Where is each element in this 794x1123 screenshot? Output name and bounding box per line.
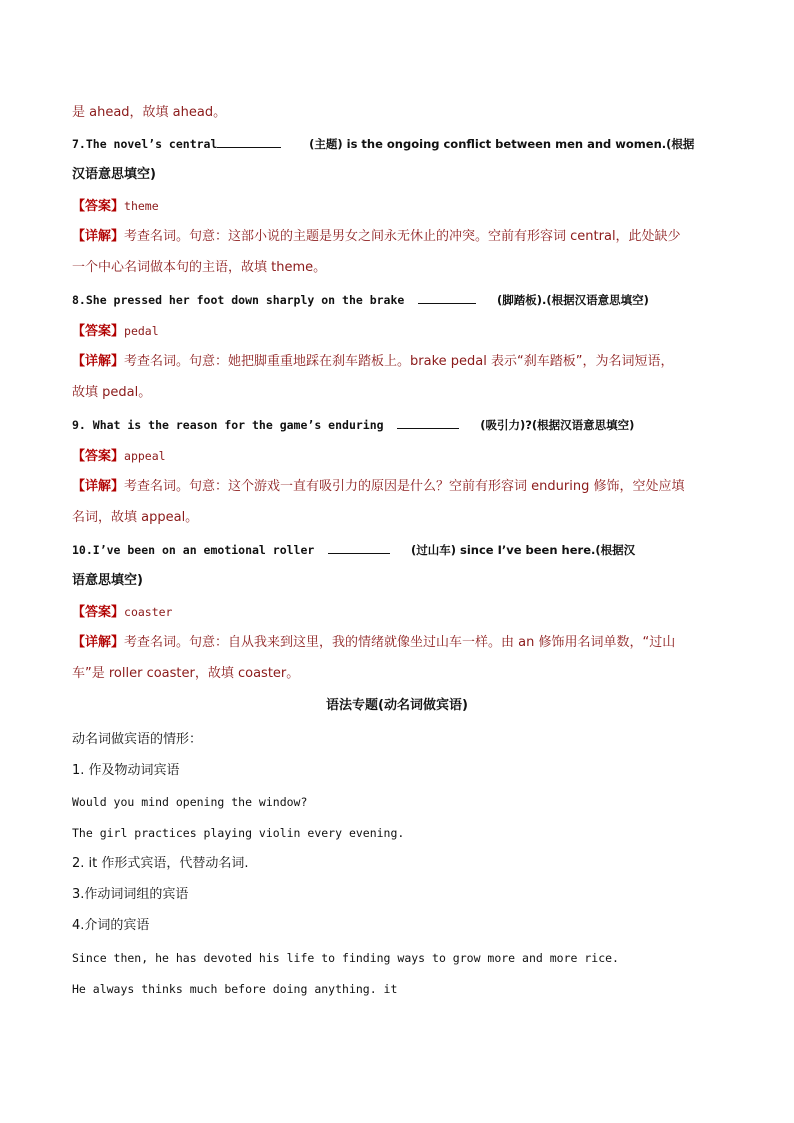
q9-detail xyxy=(72,478,684,496)
q9-answer-value: appeal xyxy=(124,449,166,463)
q10-text-end: (过山车) since I’ve been here.(根据汉 xyxy=(410,543,636,557)
q9-blank xyxy=(397,416,459,429)
grammar-item-2: 2. it 作形式宾语，代替动名词. xyxy=(72,856,249,871)
q10-detail-continued: 车”是 roller coaster，故填 coaster。 xyxy=(72,666,300,681)
q7-detail xyxy=(72,228,681,246)
q7-detail-continued: 一个中心名词做本句的主语，故填 theme。 xyxy=(72,260,327,275)
q7-text-end: (主题) is the ongoing conflict between men and women.(根据 xyxy=(309,137,695,151)
q7-answer xyxy=(72,197,159,216)
grammar-item-3: 3.作动词词组的宾语 xyxy=(72,887,189,902)
detail-label: 【详解】 xyxy=(72,479,125,494)
detail-label: 【详解】 xyxy=(72,229,125,244)
q9-detail-continued: 名词，故填 appeal。 xyxy=(72,510,199,525)
grammar-example-2: The girl practices playing violin every evening. xyxy=(72,826,405,840)
q7-blank xyxy=(217,135,281,148)
grammar-example-3: Since then, he has devoted his life to finding ways to grow more and more rice. xyxy=(72,951,619,965)
q7-detail-text: 考查名词。句意：这部小说的主题是男女之间永无休止的冲突。空前有形容词 central，此处缺少 xyxy=(124,229,681,244)
q8-answer xyxy=(72,322,159,341)
q9-answer xyxy=(72,447,166,466)
q8-text-end: (脚踏板).(根据汉语意思填空) xyxy=(496,293,649,307)
q6-explanation-tail: 是 ahead，故填 ahead。 xyxy=(72,105,227,120)
q9-detail-text: 考查名词。句意：这个游戏一直有吸引力的原因是什么？空前有形容词 enduring 修饰，空处应填 xyxy=(124,479,685,494)
question-7 xyxy=(72,135,694,153)
q8-detail-text: 考查名词。句意：她把脚重重地踩在刹车踏板上。brake pedal 表示“刹车踏板”，为名词短语， xyxy=(124,354,674,369)
q8-detail xyxy=(72,353,673,371)
grammar-example-1: Would you mind opening the window? xyxy=(72,795,308,809)
q10-answer xyxy=(72,603,172,622)
grammar-item-4: 4.介词的宾语 xyxy=(72,918,150,933)
grammar-intro: 动名词做宾语的情形： xyxy=(72,732,203,747)
question-8 xyxy=(72,291,649,309)
q8-answer-value: pedal xyxy=(124,324,159,338)
q10-blank xyxy=(328,541,390,554)
q8-blank xyxy=(418,291,476,304)
answer-label: 【答案】 xyxy=(72,199,125,214)
detail-label: 【详解】 xyxy=(72,354,125,369)
q8-text-start: 8.She pressed her foot down sharply on the brake xyxy=(72,293,405,307)
q10-text-start: 10.I’ve been on an emotional roller xyxy=(72,543,315,557)
q7-text-start: 7.The novel’s central xyxy=(72,137,218,151)
q10-detail-text: 考查名词。句意：自从我来到这里，我的情绪就像坐过山车一样。由 an 修饰用名词单数，“过山 xyxy=(124,635,676,650)
q8-detail-continued: 故填 pedal。 xyxy=(72,385,152,400)
grammar-example-4: He always thinks much before doing anything. it xyxy=(72,982,398,996)
answer-label: 【答案】 xyxy=(72,605,125,620)
q10-text-continued: 语意思填空) xyxy=(72,573,143,588)
q9-text-end: (吸引力)?(根据汉语意思填空) xyxy=(480,418,635,432)
q10-answer-value: coaster xyxy=(124,605,173,619)
grammar-section-title: 语法专题(动名词做宾语) xyxy=(326,698,468,713)
question-9 xyxy=(72,416,634,434)
answer-label: 【答案】 xyxy=(72,449,125,464)
q10-detail xyxy=(72,634,675,652)
q7-text-continued: 汉语意思填空) xyxy=(72,167,156,182)
question-10 xyxy=(72,541,635,559)
q7-answer-value: theme xyxy=(124,199,159,213)
answer-label: 【答案】 xyxy=(72,324,125,339)
q9-text-start: 9. What is the reason for the game’s enduring xyxy=(72,418,384,432)
grammar-item-1: 1. 作及物动词宾语 xyxy=(72,763,180,778)
detail-label: 【详解】 xyxy=(72,635,125,650)
